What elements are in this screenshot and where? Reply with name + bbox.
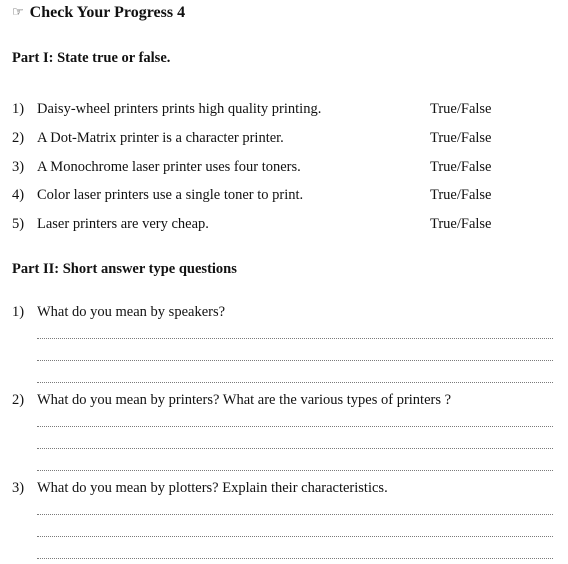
- answer-line[interactable]: [37, 514, 553, 515]
- question-number: 2): [12, 392, 25, 408]
- pointing-hand-icon: ☞: [12, 4, 24, 19]
- tf-item-number: 4): [12, 187, 25, 203]
- answer-line[interactable]: [37, 382, 553, 383]
- tf-item-number: 2): [12, 130, 25, 146]
- question-number: 3): [12, 480, 25, 496]
- question-text: What do you mean by plotters? Explain their characteristics.: [37, 480, 388, 496]
- question-text: What do you mean by printers? What are the various types of printers ?: [37, 392, 452, 408]
- answer-line[interactable]: [37, 426, 553, 427]
- tf-item-answer: True/False: [430, 101, 492, 117]
- answer-line[interactable]: [37, 536, 553, 537]
- answer-line[interactable]: [37, 470, 553, 471]
- page-title: [12, 4, 185, 22]
- tf-item-text: Daisy-wheel printers prints high quality printing.: [37, 101, 322, 117]
- page-title-text: Check Your Progress 4: [29, 4, 186, 21]
- tf-item-number: 3): [12, 159, 25, 175]
- tf-item-text: Laser printers are very cheap.: [37, 216, 209, 232]
- tf-item-text: Color laser printers use a single toner to print.: [37, 187, 304, 203]
- tf-item-text: A Monochrome laser printer uses four toners.: [37, 159, 301, 175]
- tf-item-answer: True/False: [430, 187, 492, 203]
- answer-line[interactable]: [37, 360, 553, 361]
- tf-item-answer: True/False: [430, 130, 492, 146]
- tf-item-number: 1): [12, 101, 25, 117]
- question-number: 1): [12, 304, 25, 320]
- tf-item-text: A Dot-Matrix printer is a character printer.: [37, 130, 284, 146]
- question-text: What do you mean by speakers?: [37, 304, 226, 320]
- answer-line[interactable]: [37, 558, 553, 559]
- answer-line[interactable]: [37, 338, 553, 339]
- part-two-heading: Part II: Short answer type questions: [12, 261, 237, 277]
- tf-item-answer: True/False: [430, 159, 492, 175]
- tf-item-number: 5): [12, 216, 25, 232]
- part-one-heading: Part I: State true or false.: [12, 50, 171, 66]
- answer-line[interactable]: [37, 448, 553, 449]
- tf-item-answer: True/False: [430, 216, 492, 232]
